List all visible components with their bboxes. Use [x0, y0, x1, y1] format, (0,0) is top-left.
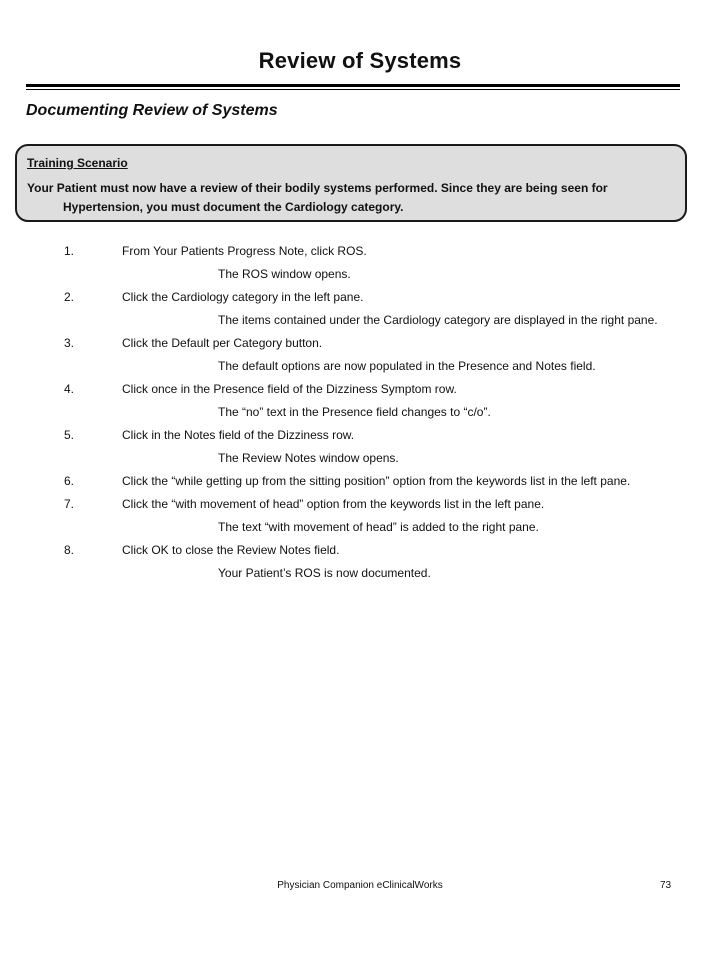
step-number: 5.: [64, 428, 75, 442]
section-subtitle: Documenting Review of Systems: [26, 102, 278, 119]
step-number: 7.: [64, 497, 75, 511]
step-result: The text “with movement of head” is added to the right pane.: [218, 520, 539, 534]
step-text: Click in the Notes field of the Dizziness row.: [122, 428, 355, 442]
page-number: 73: [660, 880, 672, 891]
step-text: Click the “with movement of head” option from the keywords list in the left pane.: [122, 497, 545, 511]
title-rule-thick: [26, 84, 680, 87]
page-title: Review of Systems: [258, 48, 462, 73]
step-text: Click the “while getting up from the sitting position” option from the keywords list in the left pane.: [122, 474, 631, 488]
step-2: [0, 286, 720, 309]
step-text: Click OK to close the Review Notes field.: [122, 543, 340, 557]
step-number: 3.: [64, 336, 75, 350]
step-text: Click once in the Presence field of the Dizziness Symptom row.: [122, 382, 457, 396]
step-3: [0, 332, 720, 355]
scenario-text: Your Patient must now have a review of their bodily systems performed. Since they are being seen for Hypertension, you must document the Cardiology category.: [27, 181, 608, 214]
step-number: 2.: [64, 290, 75, 304]
step-4: [0, 378, 720, 401]
step-text: From Your Patients Progress Note, click ROS.: [122, 244, 367, 258]
step-text: Click the Default per Category button.: [122, 336, 323, 350]
step-result: The “no” text in the Presence field changes to “c/o”.: [218, 405, 491, 419]
step-1: [0, 240, 720, 263]
step-result: The items contained under the Cardiology category are displayed in the right pane.: [218, 313, 658, 327]
steps-list: [0, 240, 720, 585]
step-5: [0, 424, 720, 447]
step-result: The Review Notes window opens.: [218, 451, 399, 465]
scenario-label: Training Scenario: [27, 156, 128, 170]
step-result: The ROS window opens.: [218, 267, 351, 281]
step-number: 6.: [64, 474, 75, 488]
step-result: Your Patient’s ROS is now documented.: [218, 566, 431, 580]
footer-text: Physician Companion eClinicalWorks: [277, 880, 443, 891]
step-text: Click the Cardiology category in the left pane.: [122, 290, 364, 304]
step-7: [0, 493, 720, 516]
training-scenario-box: [15, 144, 687, 222]
step-number: 1.: [64, 244, 75, 258]
step-result: The default options are now populated in the Presence and Notes field.: [218, 359, 596, 373]
step-number: 4.: [64, 382, 75, 396]
step-8: [0, 539, 720, 562]
title-rule-thin: [26, 89, 680, 90]
step-6: [0, 470, 720, 493]
step-number: 8.: [64, 543, 75, 557]
